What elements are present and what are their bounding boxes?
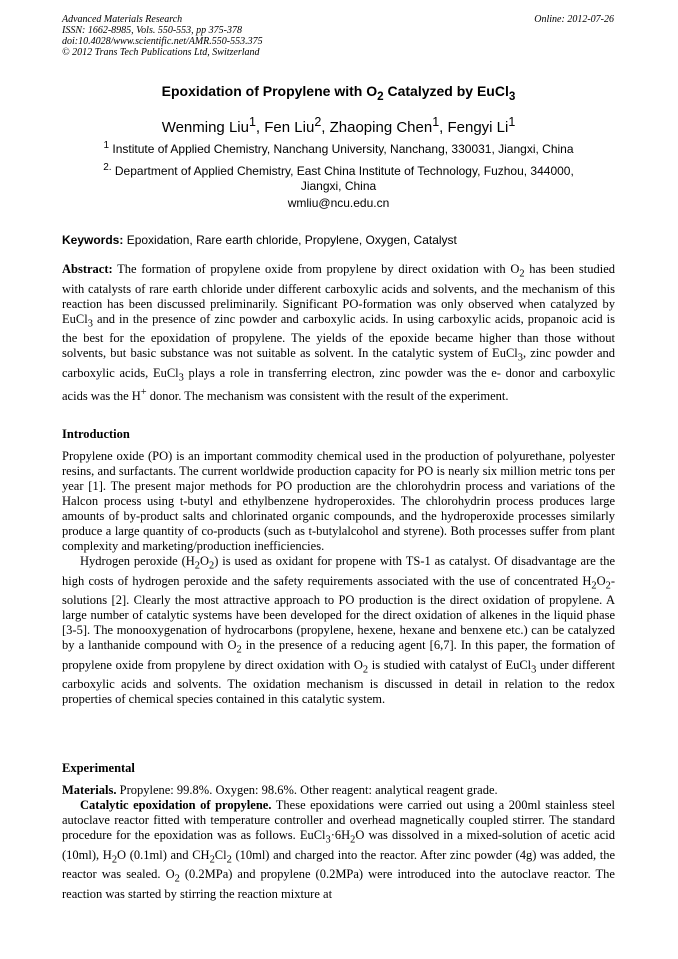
experimental-body — [62, 783, 615, 902]
journal-meta — [62, 14, 263, 58]
author: Fengyi Li — [447, 119, 509, 136]
paragraph: Propylene oxide (PO) is an important commodity chemical used in the production of polyurethane, polyester resins, and surfactants. The current worldwide production capacity for PO is nearly six million metric tons per year [1]. The present major methods for PO production are the chlorohydrin process and variations of the Halcon process using t-butyl and ethylbenzene hydroperoxides. The chlorohydrin process produces large amounts of by-product salts and chlorinated organic compounds, and the hydroperoxide processes similarly produce a large quantity of co-products (such as t-butylalcohol and styrene). Both processes suffer from plant complexity and marketing/production inefficiencies. — [62, 449, 615, 553]
doi-line: doi:10.4028/www.scientific.net/AMR.550-553.375 — [62, 36, 263, 47]
keywords: Keywords: Epoxidation, Rare earth chloride, Propylene, Oxygen, Catalyst — [62, 233, 457, 247]
paragraph: Catalytic epoxidation of propylene. These epoxidations were carried out using a 200ml stainless steel autoclave reactor fitted with temperature controller and overhead magnetically coupled stirrer. The standard procedure for the epoxidation was as follows. $EuCl_3\cdot 6H_2O$ was dissolved in a mixed-solution of acetic acid (10ml), $H_2O$ (0.1ml) and $CH_2Cl_2$ (10ml) and charged into the reactor. After zinc powder (4g) was added, the reactor was sealed. $O_2$ (0.2MPa) and propylene (0.2MPa) were introduced into the autoclave reactor. The reaction was started by stirring the reaction mixture at — [62, 798, 615, 901]
author: Zhaoping Chen — [329, 119, 433, 136]
online-date: Online: 2012-07-26 — [534, 14, 614, 25]
paper-title: Epoxidation of Propylene with $O_2$ Catalyzed by EuCl$_3$ — [161, 83, 516, 103]
section-heading-experimental: Experimental — [62, 761, 135, 775]
affiliation-1: $^1$ Institute of Applied Chemistry, Nanchang University, Nanchang, 330031, Jiangxi, China — [103, 140, 574, 156]
paragraph: Hydrogen peroxide $(H_2O_2)$ is used as oxidant for propene with TS-1 as catalyst. Of disadvantage are the high costs of hydrogen peroxide and the safety requirements associated with the use of concentrated $H_2O_2$-solutions [2]. Clearly the most attractive approach to PO production is the direct oxidation of propylene. A large number of catalytic systems have been developed for the direct oxidation of alkenes in the liquid phase [3-5]. The monooxygenation of hydrocarbons (propylene, hexene, hexane and benxene etc.) can be catalyzed by a lanthanide compound with $O_2$ in the presence of a reducing agent [6,7]. In this paper, the formation of propylene oxide from propylene by direct oxidation with $O_2$ is studied with catalyst of EuCl$_3$ under different carboxylic acids and solvents. The oxidation mechanism is discussed in detail in relation to the redox properties of chemical species contained in this catalytic system. — [62, 554, 615, 706]
keywords-label: Keywords: — [62, 233, 124, 247]
section-heading-introduction: Introduction — [62, 427, 130, 441]
introduction-body — [62, 449, 615, 707]
abstract-label: Abstract: — [62, 262, 113, 276]
copyright-line: © 2012 Trans Tech Publications Ltd, Switzerland — [62, 47, 260, 58]
issn-line: ISSN: 1662-8985, Vols. 550-553, pp 375-378 — [62, 25, 242, 36]
paragraph: Materials. Propylene: 99.8%. Oxygen: 98.6%. Other reagent: analytical reagent grade. — [62, 783, 498, 797]
abstract: Abstract: The formation of propylene oxide from propylene by direct oxidation with $O_2$ has been studied with catalysts of rare earth chloride under different carboxylic acids and solvents, and the mechanism of this reaction has been discussed preliminarily. Significant PO-formation was only observed when catalyzed by EuCl$_3$ and in the presence of zinc powder and carboxylic acids. In using carboxylic acids, propanoic acid is the best for the epoxidation of propylene. The yields of the epoxide became higher than those without solvents, but basic substance was not suitable as solvent. In the catalytic system of EuCl$_3$, zinc powder and carboxylic acids, EuCl$_3$ plays a role in transferring electron, zinc powder was the e- donor and carboxylic acids was the H+ donor. The mechanism was consistent with the result of the experiment. — [62, 262, 615, 404]
author: Wenming Liu — [161, 119, 249, 136]
author-list: Wenming Liu$^1$, Fen Liu$^2$, Zhaoping Chen$^1$, Fengyi Li$^1$ — [161, 115, 516, 136]
author-email[interactable]: wmliu@ncu.edu.cn — [287, 196, 390, 210]
affiliation-2: $^{2.}$ Department of Applied Chemistry, East China Institute of Technology, Fuzhou, 344000, Jiangxi, China — [103, 162, 574, 193]
journal-name: Advanced Materials Research — [62, 14, 183, 25]
author: Fen Liu — [264, 119, 315, 136]
